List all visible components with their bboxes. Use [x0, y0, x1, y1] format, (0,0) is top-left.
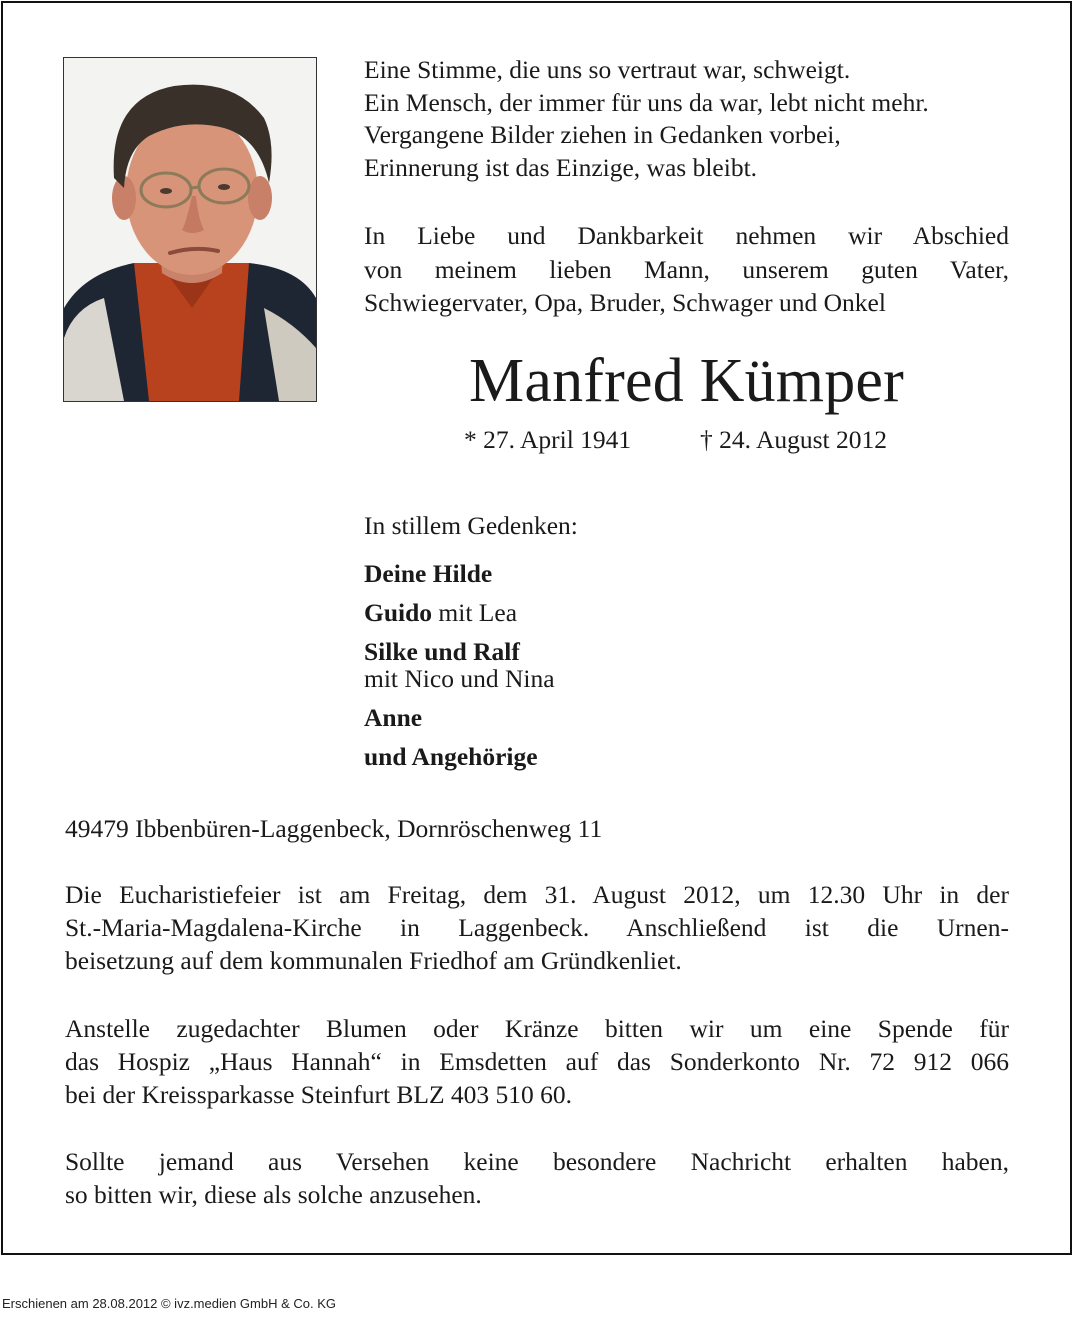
mourner-name: Deine Hilde — [364, 559, 493, 588]
service-paragraph — [65, 878, 1009, 977]
farewell-text — [364, 219, 1009, 320]
mourner — [364, 635, 555, 695]
poem-line: Eine Stimme, die uns so vertraut war, schweigt. — [364, 55, 851, 84]
death-date: † 24. August 2012 — [700, 425, 888, 454]
mourner — [364, 701, 555, 734]
paragraph-line: bei der Kreissparkasse Steinfurt BLZ 403 510 60. — [65, 1080, 573, 1109]
paragraph-line: St.-Maria-Magdalena-Kirche in Laggenbeck. Anschließend ist die Urnen- — [65, 913, 1009, 942]
address: 49479 Ibbenbüren-Laggenbeck, Dornröschenweg 11 — [65, 814, 603, 843]
mourner-name: Silke und Ralf — [364, 637, 520, 666]
paragraph-line: das Hospiz „Haus Hannah“ in Emsdetten auf das Sonderkonto Nr. 72 912 066 — [65, 1047, 1009, 1076]
poem-line: Ein Mensch, der immer für uns da war, lebt nicht mehr. — [364, 87, 929, 117]
mourner-companion: mit Lea — [432, 598, 518, 627]
mourner — [364, 596, 555, 629]
mourner — [364, 740, 555, 773]
mourners-list — [364, 557, 555, 779]
mourner-companion: mit Nico und Nina — [364, 664, 555, 693]
farewell-line: von meinem lieben Mann, unserem guten Vater, — [364, 254, 1009, 284]
paragraph-line: Sollte jemand aus Versehen keine besondere Nachricht erhalten haben, — [65, 1147, 1009, 1176]
notice-paragraph — [65, 1145, 1009, 1211]
mourner-name: Guido — [364, 598, 433, 627]
mourners-intro: In stillem Gedenken: — [364, 511, 578, 540]
mourner-name: Anne — [364, 703, 423, 732]
paragraph-line: Anstelle zugedachter Blumen oder Kränze bitten wir um eine Spende für — [65, 1014, 1009, 1043]
paragraph-line: beisetzung auf dem kommunalen Friedhof am Gründkenliet. — [65, 946, 682, 975]
poem — [364, 54, 1010, 184]
portrait-photo — [63, 57, 317, 402]
donation-paragraph — [65, 1012, 1009, 1111]
deceased-name: Manfred Kümper — [469, 347, 904, 415]
mourner — [364, 557, 555, 590]
paragraph-line: Die Eucharistiefeier ist am Freitag, dem 31. August 2012, um 12.30 Uhr in der — [65, 880, 1009, 909]
paragraph-line: so bitten wir, diese als solche anzusehen. — [65, 1180, 482, 1209]
farewell-line: Schwiegervater, Opa, Bruder, Schwager und Onkel — [364, 288, 886, 317]
publication-footer: Erschienen am 28.08.2012 © ivz.medien GmbH & Co. KG — [2, 1296, 337, 1311]
poem-line: Erinnerung ist das Einzige, was bleibt. — [364, 152, 758, 182]
birth-date: * 27. April 1941 — [464, 425, 632, 454]
farewell-line: In Liebe und Dankbarkeit nehmen wir Abschied — [364, 221, 1009, 250]
poem-line: Vergangene Bilder ziehen in Gedanken vorbei, — [364, 120, 841, 149]
mourner-name: und Angehörige — [364, 742, 538, 771]
